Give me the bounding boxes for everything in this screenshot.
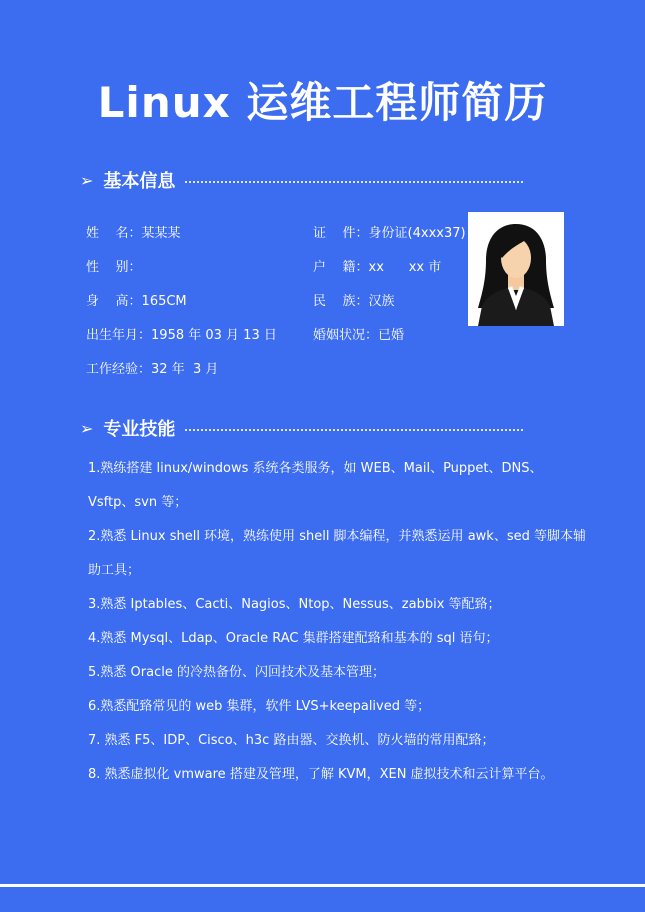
skill-item: 8. 熟悉虚拟化 vmware 搭建及管理，了解 KVM，XEN 虚拟技术和云计算平台。 (88, 767, 554, 782)
info-height (86, 290, 187, 309)
info-label: 婚姻状况 (313, 328, 366, 343)
info-sep: ： (138, 328, 152, 343)
info-sep: ： (128, 294, 142, 309)
chevron-right-icon: ➢ (80, 170, 94, 190)
info-marital (313, 324, 404, 343)
info-value: 身份证(4xxx37) (368, 226, 466, 241)
info-label: 身 高 (86, 294, 129, 309)
info-value: 已婚 (378, 328, 405, 343)
info-sep: ： (355, 226, 369, 241)
section-title: 专业技能 (103, 419, 176, 440)
info-label: 户 籍 (313, 260, 356, 275)
skill-item: 5.熟悉 Oracle 的冷热备份、闪回技术及基本管理； (88, 665, 385, 680)
skill-item: 7. 熟悉 F5、IDP、Cisco、h3c 路由器、交换机、防火墙的常用配臵； (88, 733, 495, 748)
info-value: 汉族 (368, 294, 395, 309)
info-label: 姓 名 (86, 226, 129, 241)
info-label: 工作经验 (86, 362, 139, 377)
woman-avatar-icon (468, 212, 564, 326)
section-skills (80, 414, 523, 442)
info-birth (86, 324, 277, 343)
info-label: 民 族 (313, 294, 356, 309)
info-gender (86, 256, 142, 275)
info-value: 1958 年 03 月 13 日 (151, 328, 277, 343)
skills-list (88, 452, 588, 792)
info-hukou (313, 256, 441, 275)
skill-item: 4.熟悉 Mysql、Ldap、Oracle RAC 集群搭建配臵和基本的 sql 语句； (88, 631, 499, 646)
info-sep: ： (355, 294, 369, 309)
info-sep: ： (355, 260, 369, 275)
skill-item: 2.熟悉 Linux shell 环境，熟练使用 shell 脚本编程，并熟悉运用 awk、sed 等脚本辅助工具； (88, 529, 586, 578)
chevron-right-icon: ➢ (80, 418, 94, 438)
info-sep: ： (128, 226, 142, 241)
section-title: 基本信息 (103, 171, 176, 192)
skill-item: 1.熟练搭建 linux/windows 系统各类服务，如 WEB、Mail、Puppet、DNS、Vsftp、svn 等； (88, 461, 543, 510)
info-value: 某某某 (141, 226, 181, 241)
profile-photo (468, 212, 564, 326)
info-value: xx xx 市 (368, 260, 442, 275)
info-experience (86, 358, 218, 377)
footer-divider (0, 884, 645, 887)
section-basic-info (80, 166, 523, 194)
dotted-divider (185, 429, 523, 431)
info-value: 165CM (141, 294, 187, 309)
info-sep: ： (365, 328, 379, 343)
skill-item: 3.熟悉 Iptables、Cacti、Nagios、Ntop、Nessus、zabbix 等配臵； (88, 597, 501, 612)
dotted-divider (185, 181, 523, 183)
info-sep: ： (128, 260, 142, 275)
skill-item: 6.熟悉配臵常见的 web 集群，软件 LVS+keepalived 等； (88, 699, 431, 714)
info-value: 32 年 3 月 (151, 362, 219, 377)
resume-title: Linux 运维工程师简历 (97, 78, 548, 127)
info-label: 出生年月 (86, 328, 139, 343)
info-name (86, 222, 181, 241)
info-sep: ： (138, 362, 152, 377)
info-label: 证 件 (313, 226, 356, 241)
info-ethnicity (313, 290, 395, 309)
info-certificate (313, 222, 466, 241)
info-label: 性 别 (86, 260, 129, 275)
